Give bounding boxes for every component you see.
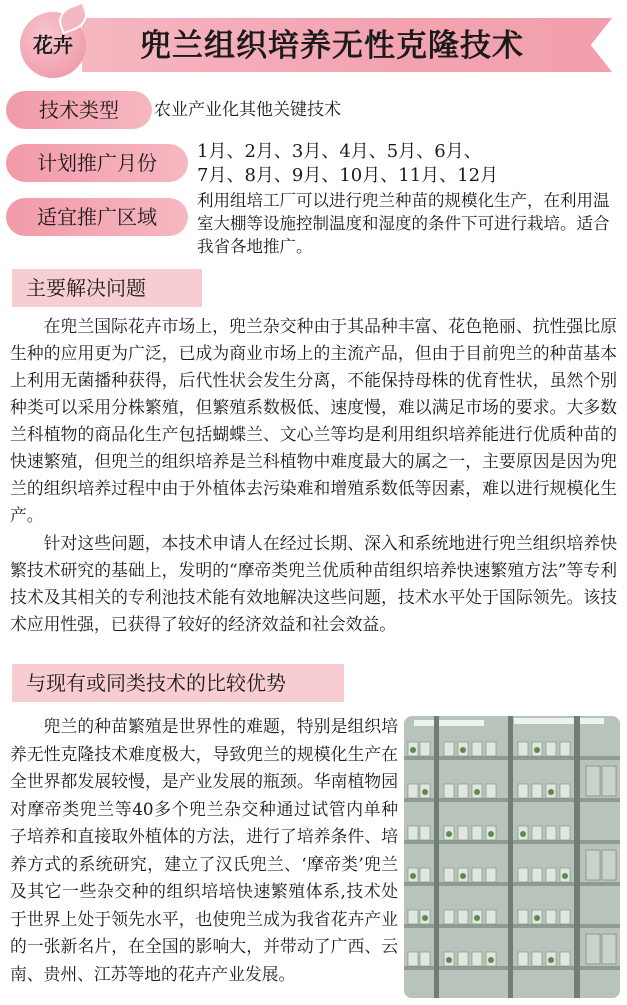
advantages-paragraph: 兜兰的种苗繁殖是世界性的难题，特别是组织培养无性克隆技术难度极大，导致兜兰的规模化生产在全世界都发展较慢，是产业发展的瓶颈。华南植物园对摩帝类兜兰等40多个兜兰杂交种通过试管内单种子培养和直接取外植体的方法，进行了培养条件、培养方式的系统研究，建立了汉氏兜兰、‘摩帝类’兜兰及其它一些杂交种的组织培培快速繁殖体系,技术处于世界上处于领先水平，也使兜兰成为我省花卉产业的一张新名片，在全国的影响大，并带动了广西、云南、贵州、江苏等地的花卉产业发展。 <box>10 716 398 984</box>
months-line-1: 1月、2月、3月、4月、5月、6月、 <box>197 141 482 162</box>
region-value: 利用组培工厂可以进行兜兰种苗的规模化生产，在利用温室大棚等设施控制温度和湿度的条件下可进行栽培。适合我省各地推广。 <box>197 191 610 256</box>
problems-heading: 主要解决问题 <box>12 269 202 307</box>
page-title: 兜兰组织培养无性克隆技术 <box>140 28 524 64</box>
tech-type-value: 农业产业化其他关键技术 <box>154 100 341 120</box>
advantages-heading: 与现有或同类技术的比较优势 <box>12 664 344 702</box>
tissue-culture-photo <box>404 716 620 998</box>
badge-label: 花卉 <box>33 33 73 57</box>
problems-paragraph-2: 针对这些问题，本技术申请人在经过长期、深入和系统地进行兜兰组织培养快繁技术研究的基础上，发明的“摩帝类兜兰优质种苗组织培养快速繁殖方法”等专利技术及其相关的专利池技术能有效地解决这些问题，技术水平处于国际领先。该技术应用性强，已获得了较好的经济效益和社会效益。 <box>10 533 617 634</box>
tech-type-label: 技术类型 <box>6 91 152 129</box>
header <box>0 0 627 82</box>
problems-paragraph-1: 在兜兰国际花卉市场上，兜兰杂交种由于其品种丰富、花色艳丽、抗性强比原生种的应用更为广泛，已成为商业市场上的主流产品，但由于目前兜兰的种苗基本上利用无菌播种获得，后代性状会发生分离，不能保持母株的优育性状，虽然个别种类可以采用分株繁殖，但繁殖系数极低、速度慢，难以满足市场的要求。大多数兰科植物的商品化生产包括蝴蝶兰、文心兰等均是利用组织培养能进行优质种苗的快速繁殖，但兜兰的组织培养是兰科植物中难度最大的属之一，主要原因是因为兜兰的组织培养过程中由于外植体去污染难和增殖系数低等因素，难以进行规模化生产。 <box>10 316 617 525</box>
region-label: 适宜推广区域 <box>6 198 188 236</box>
months-label: 计划推广月份 <box>6 144 188 182</box>
lab-shelves-image <box>404 716 620 998</box>
category-badge <box>14 8 92 80</box>
months-line-2: 7月、8月、9月、10月、11月、12月 <box>197 165 499 186</box>
